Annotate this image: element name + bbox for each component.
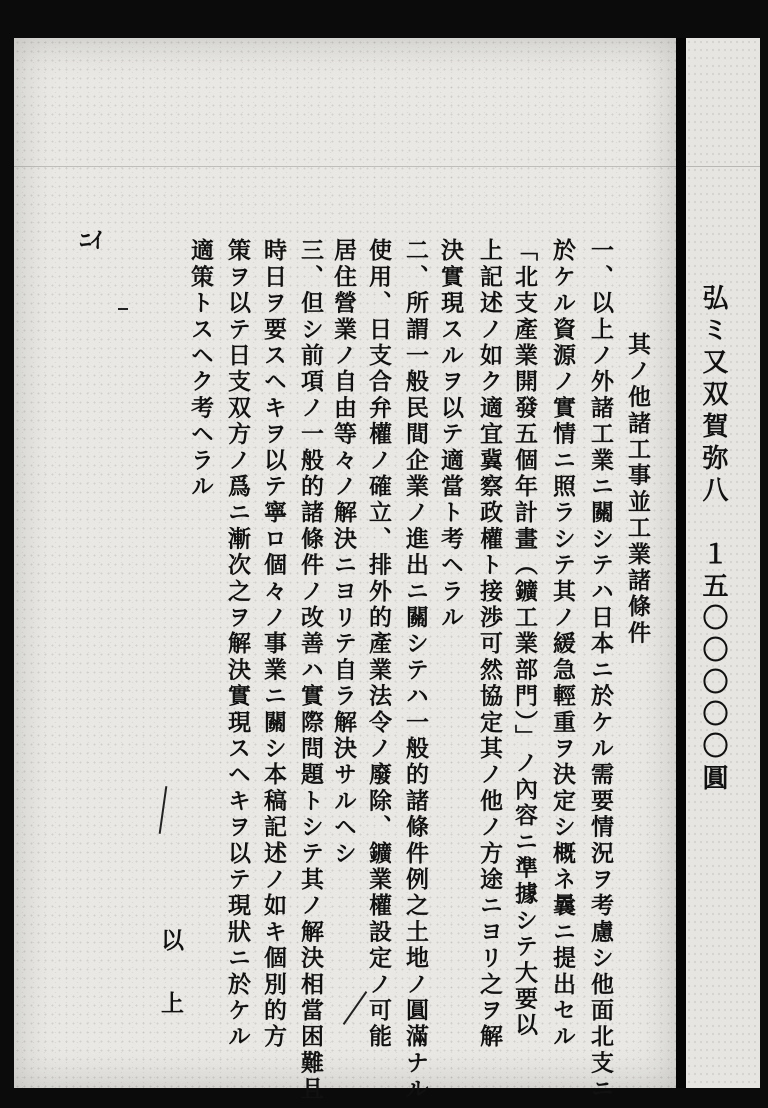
pencil-stroke bbox=[343, 991, 368, 1025]
pencil-stroke bbox=[159, 786, 168, 834]
text-column-8: 居住營業ノ自由等々ノ解決ニヨリテ自ラ解決サルヘシ bbox=[330, 238, 357, 867]
page-fold-line bbox=[14, 166, 676, 167]
text-column-10: 時日ヲ要スヘキヲ以テ寧ロ個々ノ事業ニ關シ本稿記述ノ如キ個別的方 bbox=[260, 238, 287, 1051]
document-page bbox=[14, 38, 676, 1103]
text-column-5: 決實現スルヲ以テ適當ト考ヘラル bbox=[437, 238, 464, 631]
margin-note: 弘ミ又双賀弥八 １五〇〇〇〇〇圓 bbox=[698, 284, 728, 796]
text-column-4: 上記述ノ如ク適宜冀察政權ト接渉可然協定其ノ他ノ方途ニヨリ之ヲ解 bbox=[476, 238, 503, 1051]
text-column-7: 使用、日支合弁權ノ確立、排外的產業法令ノ廢除、鑛業權設定ノ可能 bbox=[365, 238, 392, 1051]
margin-strip bbox=[686, 38, 760, 1088]
section-heading: 其ノ他諸工事並工業諸條件 bbox=[624, 332, 651, 647]
closing-mark: 以上 bbox=[157, 928, 184, 1054]
text-column-9: 三、但シ前項ノ一般的諸條件ノ改善ハ實際問題トシテ其ノ解決相當困難且 bbox=[297, 238, 324, 1103]
binding-gutter bbox=[676, 38, 686, 1088]
text-column-11: 策ヲ以テ日支双方ノ爲ニ漸次之ヲ解決實現スヘキヲ以テ現狀ニ於ケル bbox=[224, 238, 251, 1051]
text-column-1: 一、以上ノ外諸工業ニ關シテハ日本ニ於ケル需要情況ヲ考慮シ他面北支ニ bbox=[587, 238, 614, 1103]
corner-ink-mark: ﾆｲ bbox=[80, 228, 103, 254]
text-column-6: 二、所謂一般民間企業ノ進出ニ關シテハ一般的諸條件例之土地ノ圓滿ナル bbox=[402, 238, 429, 1103]
strip-fold-line bbox=[686, 166, 760, 167]
pencil-stroke bbox=[118, 308, 128, 310]
text-column-2: 於ケル資源ノ實情ニ照ラシテ其ノ緩急輕重ヲ決定シ概ネ曩ニ提出セル bbox=[549, 238, 576, 1051]
text-column-12: 適策トスヘク考ヘラル bbox=[187, 238, 214, 500]
text-column-3: 「北支產業開發五個年計畫（鑛工業部門）」ノ內容ニ準據シテ大要以 bbox=[511, 238, 538, 1039]
